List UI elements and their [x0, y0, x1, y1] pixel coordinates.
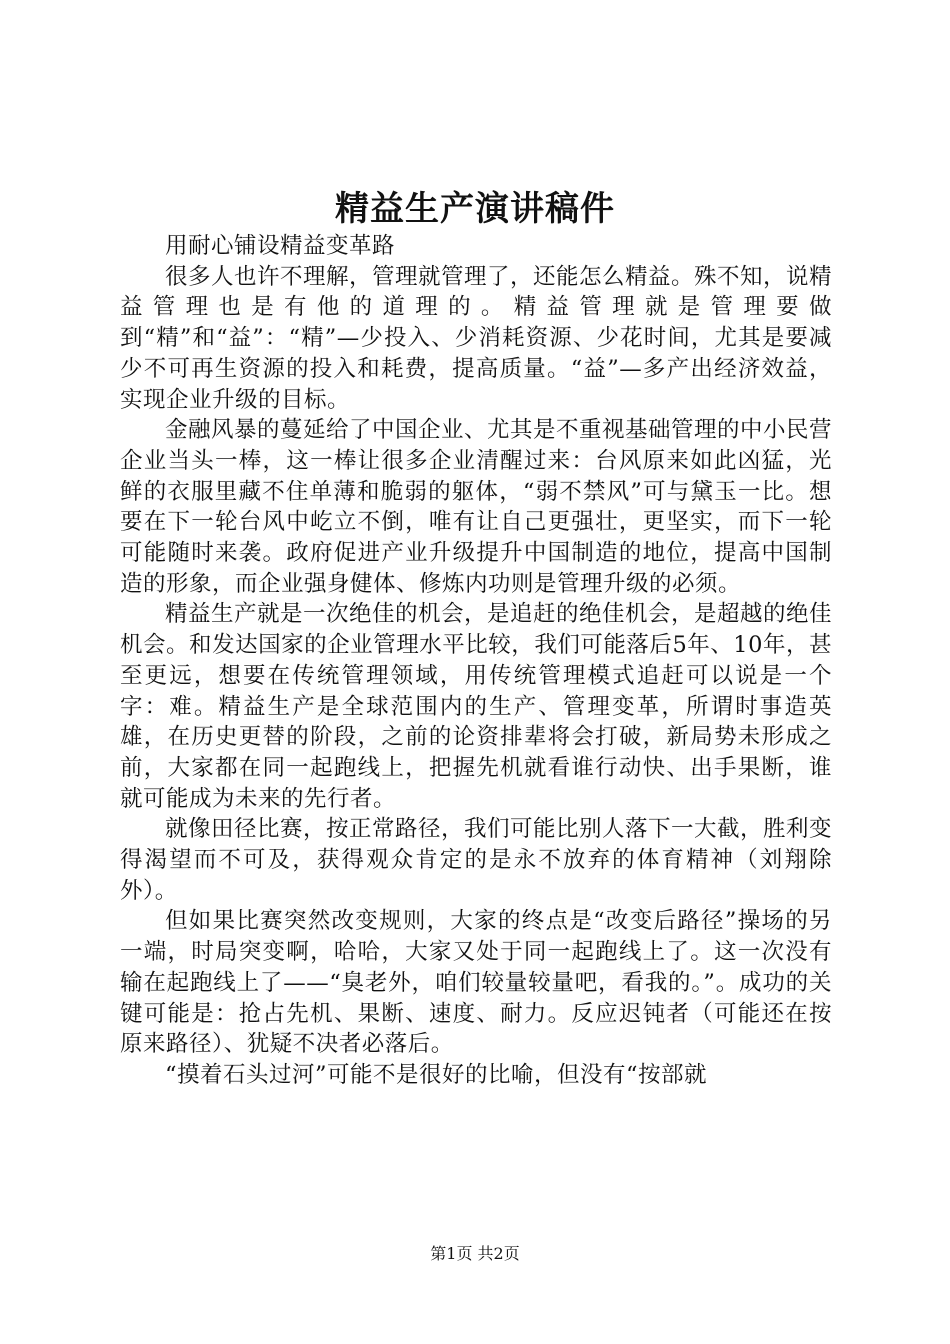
document-title: 精益生产演讲稿件: [335, 189, 615, 229]
body-paragraph-4: 就像田径比赛，按正常路径，我们可能比别人落下一大截，胜利变得渴望而不可及，获得观众肯定的是永不放弃的体育精神（刘翔除外）。: [120, 816, 833, 904]
page-number-footer: 第1页 共2页: [430, 1244, 520, 1263]
body-paragraph-2: 金融风暴的蔓延给了中国企业、尤其是不重视基础管理的中小民营企业当头一棒，这一棒让很多企业清醒过来：台风原来如此凶猛，光鲜的衣服里藏不住单薄和脆弱的躯体，“弱不禁风”可与黛玉一比。想要在下一轮台风中屹立不倒，唯有让自己更强壮，更坚实，而下一轮可能随时来袭。政府促进产业升级提升中国制造的地位，提高中国制造的形象，而企业强身健体、修炼内功则是管理升级的必须。: [120, 417, 833, 597]
document-body: [120, 231, 832, 1091]
body-paragraph-3: 精益生产就是一次绝佳的机会，是追赶的绝佳机会，是超越的绝佳机会。和发达国家的企业管理水平比较，我们可能落后5年、10年，甚至更远，想要在传统管理领域，用传统管理模式追赶可以说是一个字：难。精益生产是全球范围内的生产、管理变革，所谓时事造英雄，在历史更替的阶段，之前的论资排辈将会打破，新局势未形成之前，大家都在同一起跑线上，把握先机就看谁行动快、出手果断，谁就可能成为未来的先行者。: [120, 601, 833, 812]
body-paragraph-6: “摸着石头过河”可能不是很好的比喻，但没有“按部就: [165, 1061, 708, 1088]
body-paragraph-5: 但如果比赛突然改变规则，大家的终点是“改变后路径”操场的另一端，时局突变啊，哈哈，大家又处于同一起跑线上了。这一次没有输在起跑线上了——“臭老外，咱们较量较量吧，看我的。”。成功的关键可能是：抢占先机、果断、速度、耐力。反应迟钝者（可能还在按原来路径）、犹疑不决者必落后。: [120, 908, 832, 1058]
body-paragraph-1: 很多人也许不理解，管理就管理了，还能怎么精益。殊不知，说精益管理也是有他的道理的。精益管理就是管理要做到“精”和“益”：“精”—少投入、少消耗资源、少花时间，尤其是要减少不可再生资源的投入和耗费，提高质量。“益”—多产出经济效益，实现企业升级的目标。: [120, 263, 833, 413]
subtitle-paragraph: 用耐心铺设精益变革路: [165, 233, 396, 259]
